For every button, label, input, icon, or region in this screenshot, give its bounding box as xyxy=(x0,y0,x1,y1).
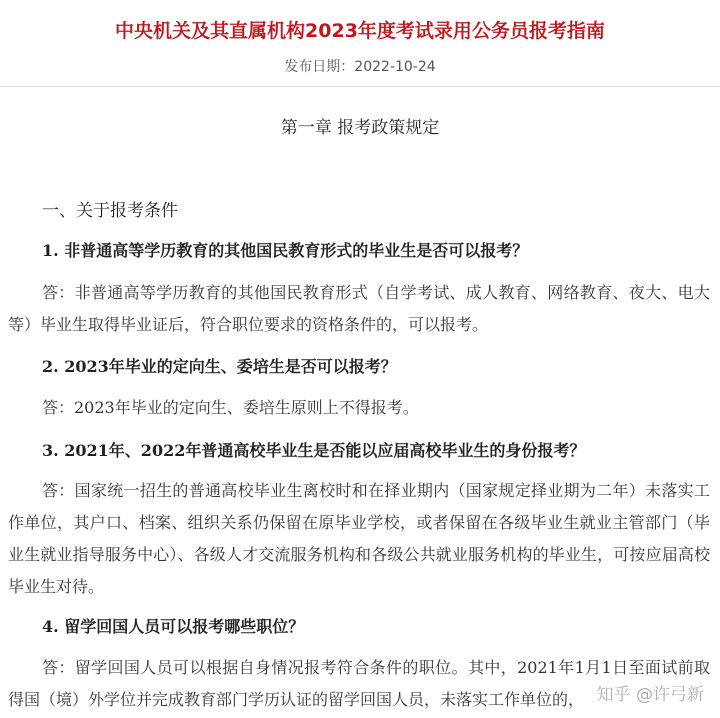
page-title: 中央机关及其直属机构2023年度考试录用公务员报考指南 xyxy=(115,20,605,42)
answer-1: 答：非普通高等学历教育的其他国民教育形式（自学考试、成人教育、网络教育、夜大、电大等）毕业生取得毕业证后，符合职位要求的资格条件的，可以报考。 xyxy=(8,283,710,334)
watermark: 知乎 @许弓新 xyxy=(596,685,704,705)
section-heading: 一、关于报考条件 xyxy=(42,201,178,221)
chapter-heading: 第一章 报考政策规定 xyxy=(280,118,440,138)
question-4: 4. 留学回国人员可以报考哪些职位？ xyxy=(42,617,305,636)
question-1: 1. 非普通高等学历教育的其他国民教育形式的毕业生是否可以报考？ xyxy=(42,241,529,260)
answer-4: 答：留学回国人员可以根据自身情况报考符合条件的职位。其中，2021年1月1日至面试前取得国（境）外学位并完成教育部门学历认证的留学回国人员，未落实工作单位的， xyxy=(8,658,710,709)
publish-date: 发布日期：2022-10-24 xyxy=(284,59,436,75)
question-2: 2. 2023年毕业的定向生、委培生是否可以报考？ xyxy=(42,357,397,376)
header-divider xyxy=(0,86,720,87)
answer-2: 答：2023年毕业的定向生、委培生原则上不得报考。 xyxy=(42,398,419,417)
question-3: 3. 2021年、2022年普通高校毕业生是否能以应届高校毕业生的身份报考？ xyxy=(42,441,586,460)
answer-3: 答：国家统一招生的普通高校毕业生离校时和在择业期内（国家规定择业期为二年）未落实工作单位，其户口、档案、组织关系仍保留在原毕业学校，或者保留在各级毕业生就业主管部门（毕业生就业指导服务中心）、各级人才交流服务机构和各级公共就业服务机构的毕业生，可按应届高校毕业生对待。 xyxy=(8,481,710,596)
